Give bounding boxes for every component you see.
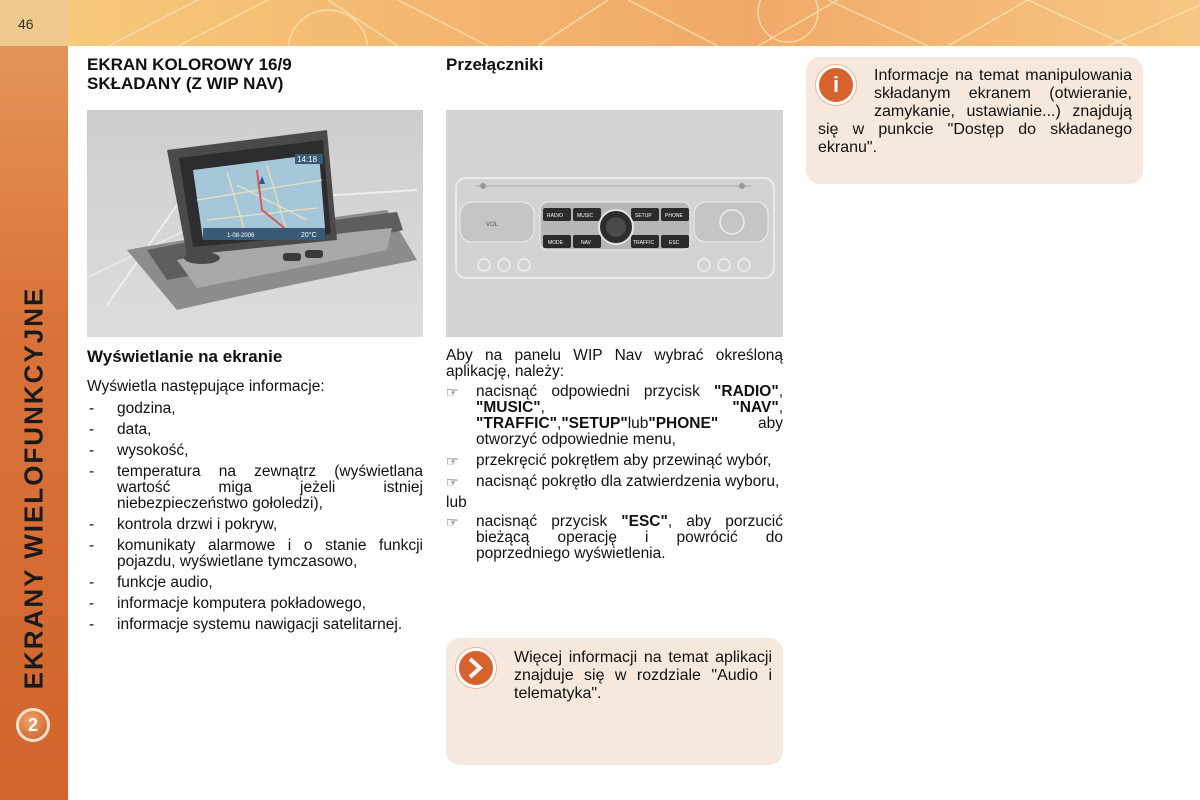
left-text <box>87 347 423 638</box>
instruction-step: ☞ nacisnąć odpowiedni przycisk "RADIO", "MUSIC", "NAV", "TRAFFIC","SETUP"lub"PHONE" aby otworzyć odpowiednie menu, <box>446 383 783 448</box>
list-item: - godzina, <box>87 401 423 417</box>
switches-intro: Aby na panelu WIP Nav wybrać określoną aplikację, należy: <box>446 347 783 380</box>
radio-label: RADIO <box>547 213 563 219</box>
header-pattern <box>68 0 1200 46</box>
display-info-list <box>87 401 423 633</box>
list-item: - informacje komputera pokładowego, <box>87 596 423 612</box>
page-number: 46 <box>18 16 34 32</box>
screen-date: 1-08-2006 <box>227 233 255 239</box>
instruction-step: ☞ nacisnąć przycisk "ESC", aby porzucić bieżącą operację i powrócić do poprzedniego wyświetlenia. <box>446 513 783 562</box>
list-item: - informacje systemu nawigacji satelitarnej. <box>87 617 423 633</box>
header-decoration <box>68 0 1200 46</box>
switches-heading: Przełączniki <box>446 55 544 74</box>
screen-info-text: Informacje na temat manipulowania składanym ekranem (otwieranie, zamykanie, ustawianie...) znajdują się w punkcie "Dostęp do składanego ekranu". <box>818 67 1132 156</box>
instruction-step: ☞ przekręcić pokrętłem aby przewinąć wybór, <box>446 452 772 469</box>
left-column <box>87 55 423 93</box>
pointing-hand-icon: ☞ <box>446 474 459 490</box>
mode-label: MODE <box>548 240 563 246</box>
middle-heading-wrap <box>446 55 783 74</box>
phone-label: PHONE <box>665 213 683 219</box>
screen-info-note <box>806 57 1143 184</box>
list-item: - funkcje audio, <box>87 575 423 591</box>
or-text: lub <box>446 494 467 511</box>
setup-label: SETUP <box>635 213 652 219</box>
control-panel-illustration <box>446 110 783 337</box>
nav-label: NAV <box>581 240 591 246</box>
list-item: - komunikaty alarmowe i o stanie funkcji pojazdu, wyświetlane tymczasowo, <box>87 538 423 570</box>
folding-screen-illustration <box>87 110 423 337</box>
section-title-screen <box>87 55 423 93</box>
music-label: MUSIC <box>577 213 594 219</box>
display-intro: Wyświetla następujące informacje: <box>87 378 325 395</box>
pointing-hand-icon: ☞ <box>446 514 459 530</box>
vol-label: VOL <box>486 222 499 228</box>
arrow-right-icon <box>456 648 496 688</box>
title-line-2: SKŁADANY (Z WIP NAV) <box>87 74 284 93</box>
pointing-hand-icon: ☞ <box>446 384 459 400</box>
list-item: - kontrola drzwi i pokryw, <box>87 517 423 533</box>
chapter-number-badge: 2 <box>16 708 50 742</box>
display-heading: Wyświetlanie na ekranie <box>87 347 283 366</box>
screen-time: 14:18 <box>297 155 318 164</box>
audio-reference-text: Więcej informacji na temat aplikacji znajduje się w rozdziale "Audio i telematyka". <box>514 649 772 702</box>
panel-photo <box>446 110 783 337</box>
list-item: - temperatura na zewnątrz (wyświetlana wartość miga jeżeli istniej niebezpieczeństwo gołoledzi), <box>87 464 423 512</box>
screen-photo <box>87 110 423 337</box>
chapter-title-text: EKRANY WIELOFUNKCYJNE <box>18 286 49 690</box>
screen-temperature: 20°C <box>301 232 317 239</box>
instruction-step: ☞ nacisnąć pokrętło dla zatwierdzenia wyboru, <box>446 473 780 490</box>
middle-text <box>446 348 783 567</box>
info-icon: i <box>816 65 856 105</box>
esc-label: ESC <box>669 240 680 246</box>
title-line-1: EKRAN KOLOROWY 16/9 <box>87 55 292 74</box>
traffic-label: TRAFFIC <box>633 240 655 246</box>
page-number-box <box>0 0 68 46</box>
pointing-hand-icon: ☞ <box>446 453 459 469</box>
list-item: - wysokość, <box>87 443 423 459</box>
audio-reference-note <box>446 638 783 765</box>
list-item: - data, <box>87 422 423 438</box>
